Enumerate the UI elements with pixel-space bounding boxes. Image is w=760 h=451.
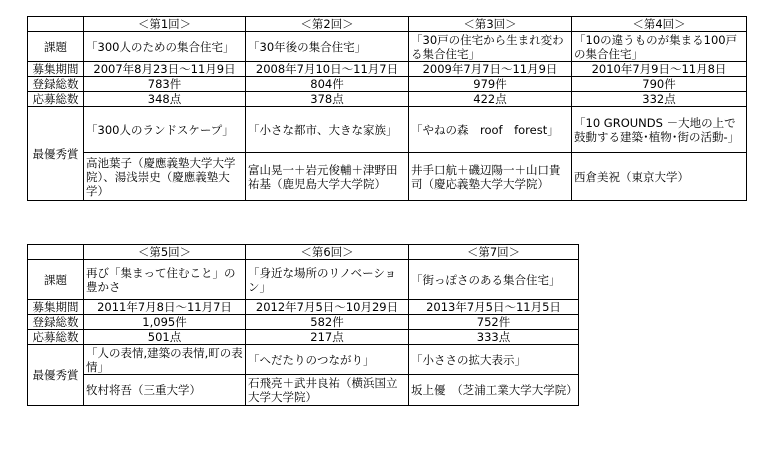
winner-title-row: [28, 107, 747, 153]
winner-title-row: [28, 345, 579, 375]
period-cell: 2010年7月9日～11月8日: [572, 62, 747, 77]
registrations-cell: 582件: [246, 315, 409, 330]
theme-cell: 「300人のための集合住宅」: [84, 32, 246, 62]
corner-cell: [28, 17, 84, 32]
theme-cell: 「身近な場所のリノベーション」: [246, 260, 409, 300]
entries-cell: 422点: [409, 92, 572, 107]
registrations-cell: 783件: [84, 77, 246, 92]
winner-names-cell: 牧村将吾（三重大学）: [84, 375, 246, 406]
round-header: ＜第7回＞: [409, 245, 579, 260]
competition-table-rounds-5-7: [27, 244, 579, 406]
winner-names-cell: 井手口航＋磯辺陽一＋山口貴司（慶応義塾大学大学院）: [409, 153, 572, 201]
row-label-period: 募集期間: [28, 300, 84, 315]
entries-row: [28, 92, 747, 107]
winner-title-cell: 「人の表情,建築の表情,町の表情」: [84, 345, 246, 375]
winner-title-cell: 「300人のランドスケープ」: [84, 107, 246, 153]
winner-names-cell: 坂上優 （芝浦工業大学大学院）: [409, 375, 579, 406]
theme-row: [28, 260, 579, 300]
round-header: ＜第6回＞: [246, 245, 409, 260]
theme-cell: 「30戸の住宅から生まれ変わる集合住宅」: [409, 32, 572, 62]
winner-names-row: [28, 375, 579, 406]
entries-row: [28, 330, 579, 345]
theme-cell: 「30年後の集合住宅」: [246, 32, 409, 62]
period-cell: 2011年7月8日～11月7日: [84, 300, 246, 315]
row-label-registrations: 登録総数: [28, 77, 84, 92]
registrations-row: [28, 315, 579, 330]
header-row: [28, 17, 747, 32]
row-label-grand-prize: 最優秀賞: [28, 107, 84, 201]
period-cell: 2007年8月23日～11月9日: [84, 62, 246, 77]
competition-table-rounds-1-4: [27, 16, 747, 201]
row-label-theme: 課題: [28, 260, 84, 300]
theme-row: [28, 32, 747, 62]
period-row: [28, 300, 579, 315]
registrations-cell: 804件: [246, 77, 409, 92]
entries-cell: 378点: [246, 92, 409, 107]
entries-cell: 332点: [572, 92, 747, 107]
round-header: ＜第4回＞: [572, 17, 747, 32]
winner-title-cell: 「小ささの拡大表示」: [409, 345, 579, 375]
registrations-cell: 979件: [409, 77, 572, 92]
round-header: ＜第3回＞: [409, 17, 572, 32]
period-row: [28, 62, 747, 77]
row-label-registrations: 登録総数: [28, 315, 84, 330]
entries-cell: 348点: [84, 92, 246, 107]
header-row: [28, 245, 579, 260]
round-header: ＜第2回＞: [246, 17, 409, 32]
winner-title-cell: 「へだたりのつながり」: [246, 345, 409, 375]
round-header: ＜第5回＞: [84, 245, 246, 260]
registrations-cell: 752件: [409, 315, 579, 330]
winner-names-row: [28, 153, 747, 201]
winner-names-cell: 西倉美祝（東京大学）: [572, 153, 747, 201]
row-label-grand-prize: 最優秀賞: [28, 345, 84, 406]
winner-title-cell: 「やねの森 roof forest」: [409, 107, 572, 153]
period-cell: 2012年7月5日～10月29日: [246, 300, 409, 315]
period-cell: 2008年7月10日～11月7日: [246, 62, 409, 77]
theme-cell: 「街っぽさのある集合住宅」: [409, 260, 579, 300]
row-label-period: 募集期間: [28, 62, 84, 77]
entries-cell: 501点: [84, 330, 246, 345]
winner-names-cell: 富山晃一＋岩元俊輔＋津野田祐基（鹿児島大学大学院）: [246, 153, 409, 201]
winner-title-cell: 「小さな都市、大きな家族」: [246, 107, 409, 153]
winner-names-cell: 高池葉子（慶應義塾大学大学院）、湯浅崇史（慶應義塾大学）: [84, 153, 246, 201]
entries-cell: 217点: [246, 330, 409, 345]
row-label-entries: 応募総数: [28, 330, 84, 345]
theme-cell: 再び「集まって住むこと」の豊かさ: [84, 260, 246, 300]
entries-cell: 333点: [409, 330, 579, 345]
round-header: ＜第1回＞: [84, 17, 246, 32]
row-label-entries: 応募総数: [28, 92, 84, 107]
row-label-theme: 課題: [28, 32, 84, 62]
winner-title-cell: 「10 GROUNDS －大地の上で鼓動する建築･植物･街の活動-」: [572, 107, 747, 153]
period-cell: 2009年7月7日～11月9日: [409, 62, 572, 77]
registrations-row: [28, 77, 747, 92]
registrations-cell: 790件: [572, 77, 747, 92]
period-cell: 2013年7月5日～11月5日: [409, 300, 579, 315]
winner-names-cell: 石飛亮＋武井良祐（横浜国立大学大学院）: [246, 375, 409, 406]
theme-cell: 「10の違うものが集まる100戸の集合住宅」: [572, 32, 747, 62]
corner-cell: [28, 245, 84, 260]
registrations-cell: 1,095件: [84, 315, 246, 330]
